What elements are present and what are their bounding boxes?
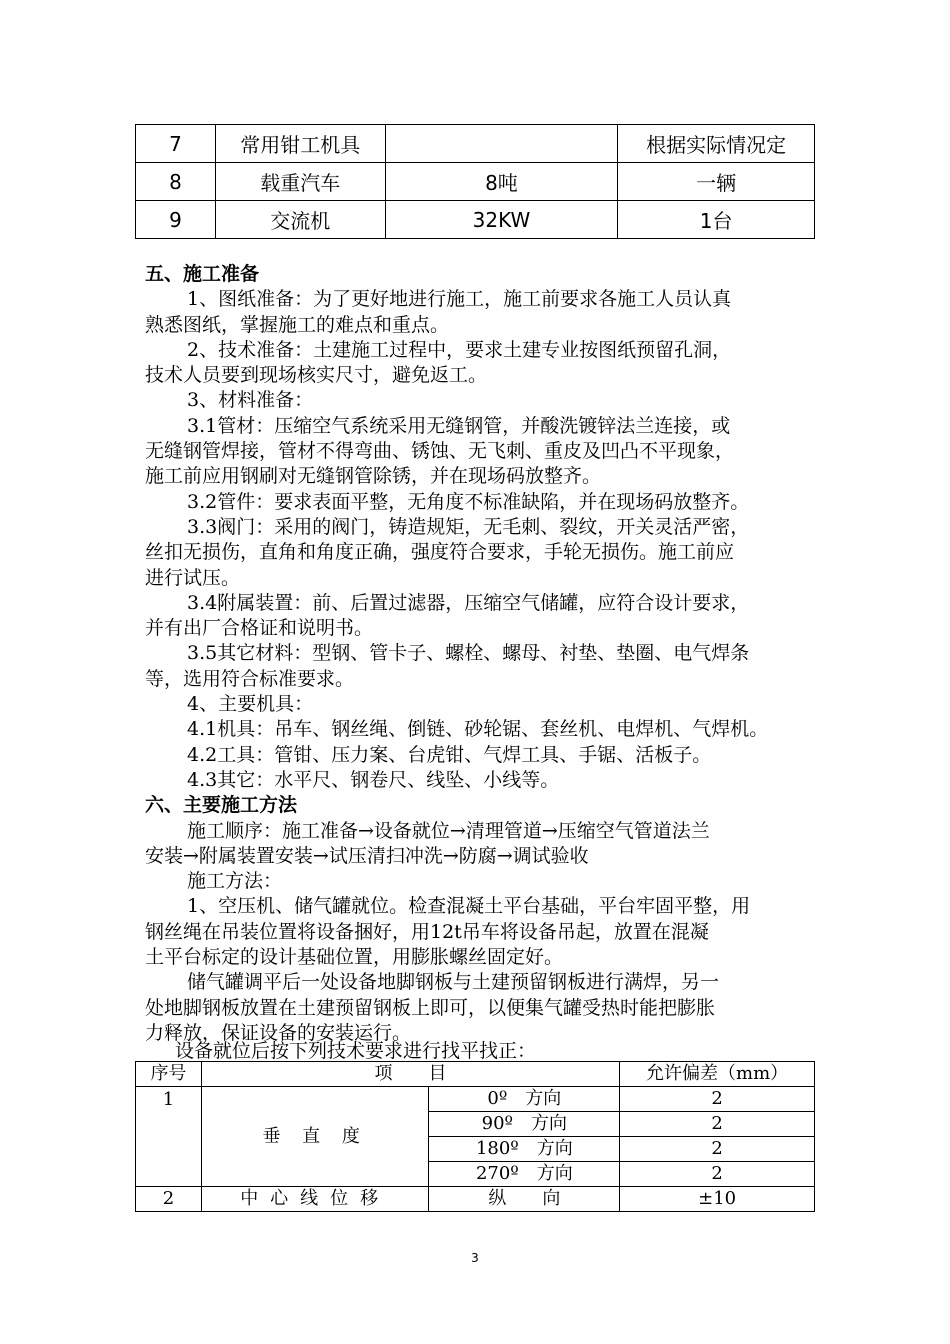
equipment-name: 载重汽车 — [215, 163, 385, 201]
paragraph-line: 并有出厂合格证和说明书。 — [145, 617, 374, 640]
paragraph-line: 4.3其它：水平尺、钢卷尺、线坠、小线等。 — [187, 768, 560, 791]
paragraph-line: 处地脚钢板放置在土建预留钢板上即可，以便集气罐受热时能把膨胀 — [145, 996, 716, 1019]
item-name: 中心线位移 — [201, 1187, 429, 1212]
tolerance-value: 2 — [620, 1162, 815, 1187]
paragraph-line: 无缝钢管焊接，管材不得弯曲、锈蚀、无飞刺、重皮及凹凸不平现象， — [145, 440, 735, 463]
table-row — [136, 163, 815, 201]
row-number: 1 — [136, 1087, 202, 1187]
paragraph-line: 3.2管件：要求表面平整，无角度不标准缺陷，并在现场码放整齐。 — [187, 490, 750, 513]
paragraph-line: 4.2工具：管钳、压力案、台虎钳、气焊工具、手锯、活板子。 — [187, 743, 712, 766]
equipment-spec — [385, 125, 618, 163]
equipment-qty: 一辆 — [618, 163, 815, 201]
header-tolerance: 允许偏差（mm） — [620, 1062, 815, 1087]
table-intro-line: 设备就位后按下列技术要求进行找平找正： — [175, 1040, 537, 1062]
paragraph-line: 丝扣无损伤，直角和角度正确，强度符合要求，手轮无损伤。施工前应 — [145, 541, 735, 564]
paragraph-line: 4、主要机具： — [187, 693, 314, 716]
header-item: 项 目 — [201, 1062, 619, 1087]
paragraph-line: 3、材料准备： — [187, 389, 314, 412]
paragraph-line: 安装→附属装置安装→试压清扫冲洗→防腐→调试验收 — [145, 844, 589, 867]
paragraph-line: 3.4附属装置：前、后置过滤器，压缩空气储罐，应符合设计要求， — [187, 591, 750, 614]
tolerance-value: 2 — [620, 1087, 815, 1112]
paragraph-line: 3.3阀门：采用的阀门，铸造规矩，无毛刺、裂纹，开关灵活严密， — [187, 515, 750, 538]
item-name: 垂 直 度 — [201, 1087, 429, 1187]
paragraph-line: 钢丝绳在吊装位置将设备捆好，用12t吊车将设备吊起，放置在混凝 — [145, 920, 709, 943]
paragraph-line: 施工方法： — [187, 870, 283, 893]
section-heading: 六、主要施工方法 — [145, 794, 298, 817]
equipment-qty: 根据实际情况定 — [618, 125, 815, 163]
table-row — [136, 125, 815, 163]
row-number: 9 — [136, 201, 216, 239]
paragraph-line: 技术人员要到现场核实尺寸，避免返工。 — [145, 364, 488, 387]
row-number: 8 — [136, 163, 216, 201]
direction-cell: 90º 方向 — [429, 1112, 620, 1137]
table-header-row — [136, 1062, 815, 1087]
tolerance-table — [135, 1061, 815, 1212]
paragraph-line: 力释放，保证设备的安装运行。 — [145, 1021, 412, 1044]
paragraph-line: 1、图纸准备：为了更好地进行施工，施工前要求各施工人员认真 — [187, 288, 732, 311]
tolerance-value: 2 — [620, 1112, 815, 1137]
header-no: 序号 — [136, 1062, 202, 1087]
tolerance-value: ±10 — [620, 1187, 815, 1212]
paragraph-line: 3.1管材：压缩空气系统采用无缝钢管，并酸洗镀锌法兰连接，或 — [187, 414, 731, 437]
paragraph-line: 2、技术准备：土建施工过程中，要求土建专业按图纸预留孔洞， — [187, 338, 732, 361]
equipment-name: 常用钳工机具 — [215, 125, 385, 163]
body-text — [145, 262, 825, 1046]
row-number: 2 — [136, 1187, 202, 1212]
row-number: 7 — [136, 125, 216, 163]
direction-cell: 180º 方向 — [429, 1137, 620, 1162]
paragraph-line: 储气罐调平后一处设备地脚钢板与土建预留钢板进行满焊，另一 — [187, 971, 720, 994]
table-row — [136, 201, 815, 239]
paragraph-line: 3.5其它材料：型钢、管卡子、螺栓、螺母、衬垫、垫圈、电气焊条 — [187, 642, 750, 665]
paragraph-line: 土平台标定的设计基础位置，用膨胀螺丝固定好。 — [145, 946, 564, 969]
paragraph-line: 施工前应用钢刷对无缝钢管除锈，并在现场码放整齐。 — [145, 465, 602, 488]
equipment-qty: 1台 — [618, 201, 815, 239]
direction-cell: 0º 方向 — [429, 1087, 620, 1112]
direction-cell: 270º 方向 — [429, 1162, 620, 1187]
paragraph-line: 熟悉图纸，掌握施工的难点和重点。 — [145, 313, 450, 336]
table-row — [136, 1187, 815, 1212]
paragraph-line: 1、空压机、储气罐就位。检查混凝土平台基础，平台牢固平整，用 — [187, 895, 751, 918]
paragraph-line: 进行试压。 — [145, 566, 241, 589]
tolerance-value: 2 — [620, 1137, 815, 1162]
equipment-spec: 32KW — [385, 201, 618, 239]
equipment-table — [135, 124, 815, 239]
page-number: 3 — [471, 1251, 479, 1265]
section-heading: 五、施工准备 — [145, 263, 260, 285]
equipment-name: 交流机 — [215, 201, 385, 239]
equipment-spec: 8吨 — [385, 163, 618, 201]
table-row — [136, 1087, 815, 1112]
paragraph-line: 等，选用符合标准要求。 — [145, 667, 355, 690]
paragraph-line: 施工顺序：施工准备→设备就位→清理管道→压缩空气管道法兰 — [187, 819, 710, 842]
paragraph-line: 4.1机具：吊车、钢丝绳、倒链、砂轮锯、套丝机、电焊机、气焊机。 — [187, 718, 769, 741]
direction-cell: 纵 向 — [429, 1187, 620, 1212]
